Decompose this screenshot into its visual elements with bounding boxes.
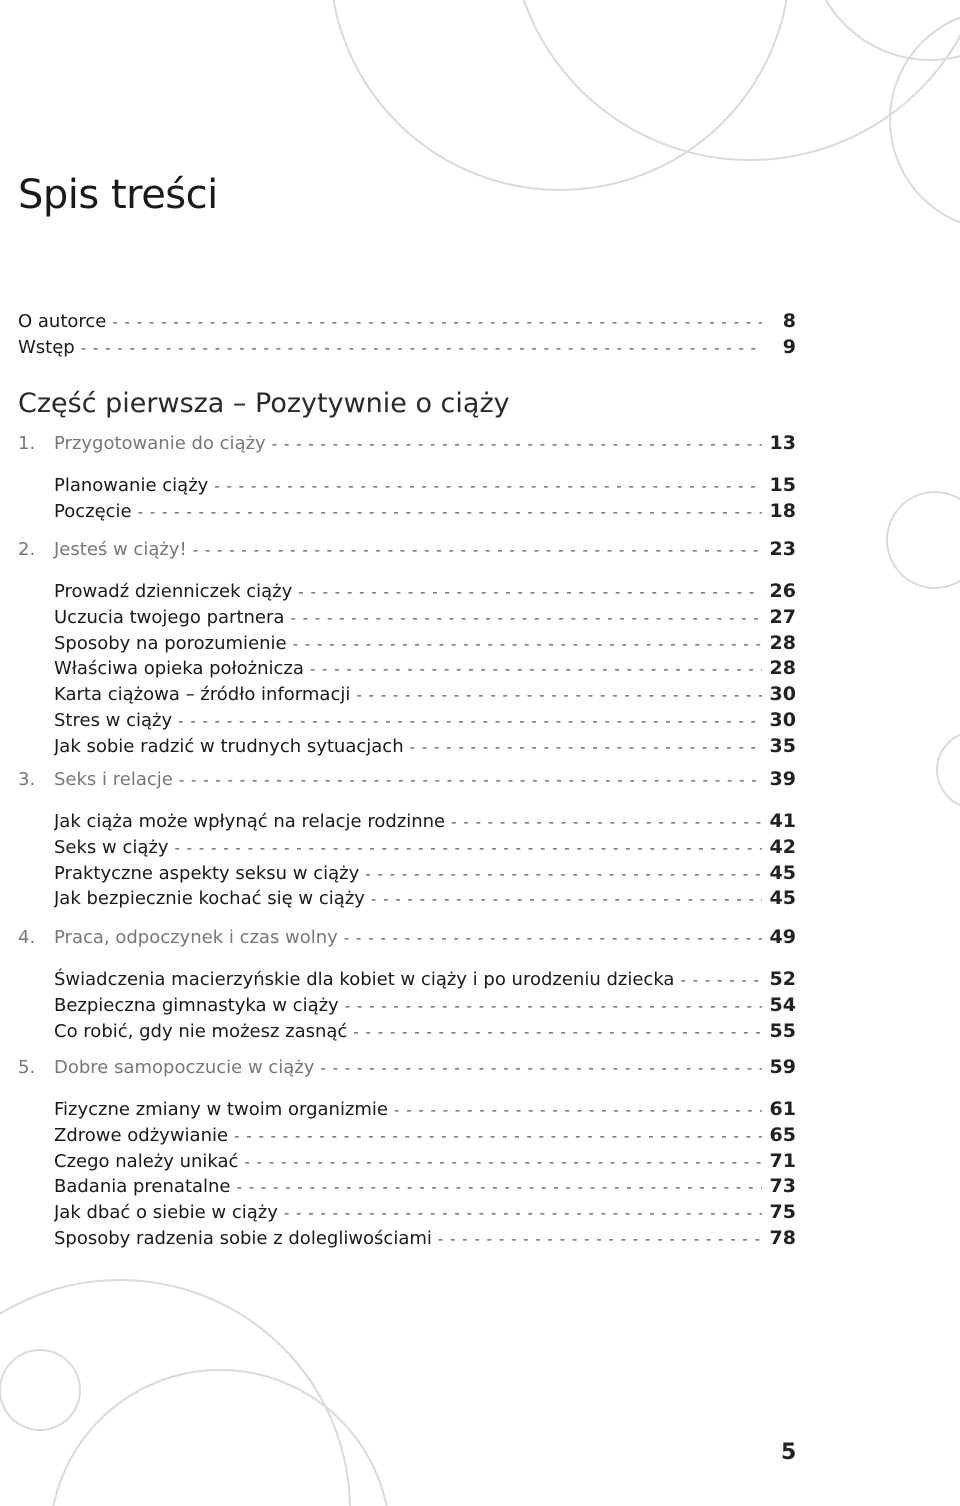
dot-leader: [680, 971, 762, 989]
dot-leader: [310, 660, 762, 678]
dot-leader: [345, 997, 762, 1015]
entry-label: Karta ciążowa – źródło informacji: [54, 684, 351, 706]
toc-entry-3-3[interactable]: [54, 887, 796, 913]
entry-page-number: 28: [769, 657, 796, 680]
entry-page-number: 65: [769, 1123, 796, 1146]
page-number: 5: [781, 1440, 797, 1465]
entry-page-number: 41: [769, 810, 796, 832]
entry-page-number: 28: [769, 631, 796, 654]
entry-page-number: 52: [769, 968, 796, 990]
entry-label: Sposoby radzenia sobie z dolegliwościami: [54, 1228, 432, 1249]
entry-label: Co robić, gdy nie możesz zasnąć: [54, 1020, 348, 1042]
entry-page-number: 71: [769, 1149, 796, 1172]
entry-page-number: 75: [769, 1201, 796, 1224]
toc-entry-2-2[interactable]: [54, 632, 796, 658]
entry-page-number: 9: [782, 336, 796, 358]
entry-page-number: 26: [769, 580, 796, 602]
entry-label: Jak bezpiecznie kochać się w ciąży: [54, 888, 365, 910]
toc-entry-front-1[interactable]: [18, 336, 796, 362]
toc-entry-1-1[interactable]: [54, 500, 796, 526]
dot-leader: [179, 771, 762, 789]
entry-page-number: 61: [769, 1098, 796, 1120]
chapter-number: 1.: [18, 433, 36, 454]
toc-chapter-3[interactable]: [18, 768, 796, 794]
dot-leader: [193, 541, 762, 559]
toc-entry-front-0[interactable]: [18, 310, 796, 336]
toc-entry-5-3[interactable]: [54, 1175, 796, 1201]
chapter-title: Dobre samopoczucie w ciąży: [54, 1057, 315, 1078]
entry-page-number: 23: [769, 538, 796, 560]
entry-page-number: 73: [769, 1175, 796, 1198]
toc-entry-4-0[interactable]: [54, 968, 796, 994]
dot-leader: [178, 712, 762, 730]
toc-entry-5-2[interactable]: [54, 1150, 796, 1176]
dot-leader: [451, 813, 762, 831]
entry-page-number: 18: [769, 499, 796, 522]
entry-page-number: 13: [769, 432, 796, 454]
entry-label: Wstęp: [18, 337, 75, 358]
toc-entry-5-1[interactable]: [54, 1124, 796, 1150]
entry-label: Właściwa opieka położnicza: [54, 658, 304, 680]
entry-label: O autorce: [18, 311, 107, 332]
page-title: Spis treści: [18, 172, 218, 218]
entry-label: Sposoby na porozumienie: [54, 632, 287, 654]
chapter-title: Seks i relacje: [54, 769, 173, 790]
entry-label: Czego należy unikać: [54, 1150, 239, 1172]
entry-page-number: 78: [769, 1227, 796, 1249]
entry-page-number: 45: [769, 861, 796, 884]
dot-leader: [298, 583, 762, 601]
entry-page-number: 15: [769, 474, 796, 496]
entry-label: Zdrowe odżywianie: [54, 1124, 229, 1146]
chapter-number: 5.: [18, 1057, 36, 1078]
dot-leader: [112, 313, 762, 331]
toc-entry-5-0[interactable]: [54, 1098, 796, 1124]
entry-label: Praktyczne aspekty seksu w ciąży: [54, 862, 360, 884]
entry-label: Świadczenia macierzyńskie dla kobiet w ciąży i po urodzeniu dziecka: [54, 969, 675, 990]
part-title: Część pierwsza – Pozytywnie o ciąży: [18, 388, 510, 419]
dot-leader: [394, 1101, 762, 1119]
dot-leader: [214, 477, 762, 495]
dot-leader: [353, 1023, 762, 1041]
dot-leader: [81, 339, 762, 357]
toc-entry-2-4[interactable]: [54, 683, 796, 709]
entry-page-number: 42: [769, 835, 796, 858]
toc-chapter-1[interactable]: [18, 432, 796, 458]
chapter-title: Praca, odpoczynek i czas wolny: [54, 927, 338, 948]
dot-leader: [320, 1059, 762, 1077]
entry-label: Planowanie ciąży: [54, 475, 209, 496]
entry-label: Jak ciąża może wpłynąć na relacje rodzinne: [54, 811, 446, 832]
toc-entry-4-1[interactable]: [54, 994, 796, 1020]
dot-leader: [344, 929, 762, 947]
entry-page-number: 35: [769, 734, 796, 757]
toc-entry-5-5[interactable]: [54, 1227, 796, 1253]
entry-label: Prowadź dzienniczek ciąży: [54, 581, 293, 602]
toc-entry-2-3[interactable]: [54, 657, 796, 683]
entry-page-number: 39: [769, 768, 796, 790]
chapter-number: 2.: [18, 539, 36, 560]
dot-leader: [244, 1153, 762, 1171]
toc-entry-2-5[interactable]: [54, 709, 796, 735]
entry-label: Jak sobie radzić w trudnych sytuacjach: [54, 735, 404, 757]
entry-page-number: 30: [769, 709, 796, 731]
entry-label: Poczęcie: [54, 500, 132, 522]
dot-leader: [371, 890, 762, 908]
chapter-title: Jesteś w ciąży!: [54, 539, 187, 560]
dot-leader: [290, 609, 762, 627]
entry-label: Bezpieczna gimnastyka w ciąży: [54, 994, 339, 1016]
toc-entry-5-4[interactable]: [54, 1201, 796, 1227]
toc-chapter-4[interactable]: [18, 926, 796, 952]
entry-label: Jak dbać o siebie w ciąży: [54, 1202, 278, 1224]
entry-page-number: 27: [769, 605, 796, 628]
chapter-number: 3.: [18, 769, 36, 790]
dot-leader: [293, 635, 762, 653]
dot-leader: [438, 1230, 762, 1248]
toc-entry-3-1[interactable]: [54, 836, 796, 862]
toc-entry-2-1[interactable]: [54, 606, 796, 632]
dot-leader: [284, 1204, 762, 1222]
dot-leader: [237, 1178, 762, 1196]
entry-label: Badania prenatalne: [54, 1176, 231, 1198]
chapter-title: Przygotowanie do ciąży: [54, 433, 266, 454]
entry-label: Fizyczne zmiany w twoim organizmie: [54, 1099, 389, 1120]
entry-page-number: 45: [769, 887, 796, 910]
chapter-number: 4.: [18, 927, 36, 948]
toc-entry-2-6[interactable]: [54, 735, 796, 761]
entry-label: Uczucia twojego partnera: [54, 606, 285, 628]
entry-label: Seks w ciąży: [54, 836, 169, 858]
entry-page-number: 8: [782, 310, 796, 332]
toc-entry-2-0[interactable]: [54, 580, 796, 606]
dot-leader: [272, 435, 762, 453]
dot-leader: [410, 738, 762, 756]
entry-page-number: 54: [769, 993, 796, 1016]
entry-label: Stres w ciąży: [54, 710, 173, 731]
toc-chapter-5[interactable]: [18, 1056, 796, 1082]
toc-entry-3-2[interactable]: [54, 862, 796, 888]
dot-leader: [138, 503, 762, 521]
entry-page-number: 30: [769, 683, 796, 706]
toc-chapter-2[interactable]: [18, 538, 796, 564]
entry-page-number: 59: [769, 1056, 796, 1078]
dot-leader: [234, 1127, 762, 1145]
toc-entry-1-0[interactable]: [54, 474, 796, 500]
dot-leader: [175, 839, 763, 857]
dot-leader: [365, 865, 762, 883]
toc-entry-4-2[interactable]: [54, 1020, 796, 1046]
dot-leader: [356, 686, 762, 704]
entry-page-number: 55: [769, 1019, 796, 1042]
entry-page-number: 49: [769, 926, 796, 948]
toc-entry-3-0[interactable]: [54, 810, 796, 836]
